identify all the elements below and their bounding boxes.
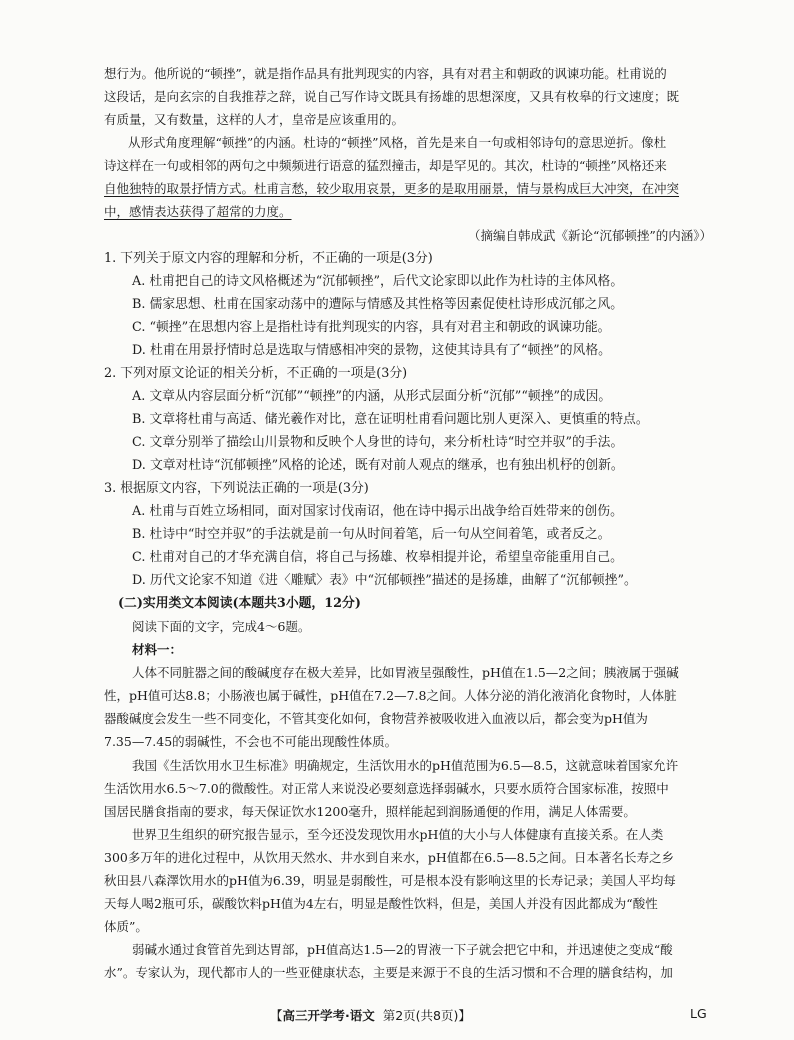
text-line: 有质量，又有数量，这样的人才，皇帝是应该重用的。 [104, 112, 405, 127]
question-3-stem: 3. 根据原文内容，下列说法正确的一项是(3分) [104, 481, 369, 496]
text-line: 这段话，是向玄宗的自我推荐之辞，说自己写作诗文既具有扬雄的思想深度，又具有枚皋的行文速度；既 [104, 89, 680, 104]
text-line: 国居民膳食指南的要求，每天保证饮水1200毫升，照样能起到润肠通便的作用，满足人体需要。 [104, 804, 636, 819]
question-3-option-c: C. 杜甫对自己的才华充满自信，将自己与扬雄、枚皋相提并论，希望皇帝能重用自己。 [132, 550, 623, 565]
question-2-option-a: A. 文章从内容层面分析“沉郁”“顿挫”的内涵，从形式层面分析“沉郁”“顿挫”的成因。 [132, 389, 612, 404]
text-line: 从形式角度理解“顿挫”的内涵。杜诗的“顿挫”风格，首先是来自一句或相邻诗句的意思逆折。像杜 [128, 135, 667, 150]
question-3-option-b: B. 杜诗中“时空并驭”的手法就是前一句从时间着笔，后一句从空间着笔，或者反之。 [132, 527, 611, 542]
question-1-stem: 1. 下列关于原文内容的理解和分析，不正确的一项是(3分) [104, 251, 433, 266]
text-line: 7.35—7.45的弱碱性，不会也不可能出现酸性体质。 [104, 734, 398, 749]
footer-bracket-left: 【 [270, 1008, 283, 1023]
text-line: 秋田县八森澤饮用水的pH值为6.39，明显是弱酸性，可是根本没有影响这里的长寿记录；美国人平均每 [104, 873, 676, 888]
question-2-option-d: D. 文章对杜诗“沉郁顿挫”风格的论述，既有对前人观点的继承，也有独出机杼的创新。 [132, 458, 624, 473]
text-line: 诗这样在一句或相邻的两句之中频频进行语意的猛烈撞击，却是罕见的。其次，杜诗的“顿挫”风格还来 [104, 158, 667, 173]
footer-page-info: 第2页(共8页) [382, 1008, 459, 1023]
footer-code: LG [690, 1006, 707, 1021]
text-line: 弱碱水通过食管首先到达胃部，pH值高达1.5—2的胃液一下子就会把它中和，并迅速使之变成“酸 [132, 942, 673, 957]
question-1-option-c: C. “顿挫”在思想内容上是指杜诗有批判现实的内容，具有对君主和朝政的讽谏功能。 [132, 320, 611, 335]
footer-exam-info [270, 1006, 471, 1024]
question-3-option-d: D. 历代文论家不知道《进〈雕赋〉表》中“沉郁顿挫”描述的是扬雄，曲解了“沉郁顿挫”。 [132, 573, 637, 588]
question-1-option-d: D. 杜甫在用景抒情时总是选取与情感相冲突的景物，这使其诗具有了“顿挫”的风格。 [132, 343, 611, 358]
question-1-option-b: B. 儒家思想、杜甫在国家动荡中的遭际与情感及其性格等因素促使杜诗形成沉郁之风。 [132, 297, 624, 312]
question-1-option-a: A. 杜甫把自己的诗文风格概述为“沉郁顿挫”，后代文论家即以此作为杜诗的主体风格。 [132, 274, 624, 289]
material-label: 材料一： [132, 642, 183, 657]
text-line: 我国《生活饮用水卫生标准》明确规定，生活饮用水的pH值范围为6.5—8.5，这就意味着国家允许 [132, 758, 679, 773]
text-line: 性，pH值可达8.8；小肠液也属于碱性，pH值在7.2—7.8之间。人体分泌的消化液消化食物时，人体脏 [104, 688, 677, 703]
underlined-text-line: 自他独特的取景抒情方式。杜甫言愁，较少取用哀景，更多的是取用丽景，情与景构成巨大冲突，在冲突 [104, 181, 680, 196]
page-footer [0, 1006, 794, 1028]
question-2-option-c: C. 文章分别举了描绘山川景物和反映个人身世的诗句，来分析杜诗“时空并驭”的手法。 [132, 435, 624, 450]
section-instruction: 阅读下面的文字，完成4～6题。 [132, 619, 311, 634]
text-line: 300多万年的进化过程中，从饮用天然水、井水到自来水，pH值都在6.5—8.5之间。日本著名长寿之乡 [104, 850, 675, 865]
text-line: 生活饮用水6.5～7.0的微酸性。对正常人来说没必要刻意选择弱碱水，只要水质符合国家标准，按照中 [104, 781, 669, 796]
text-line: 人体不同脏器之间的酸碱度存在极大差异，比如胃液呈强酸性，pH值在1.5—2之间；胰液属于强碱 [132, 665, 679, 680]
text-line: 天每人喝2瓶可乐，碳酸饮料pH值为4左右，明显是酸性饮料，但是，美国人并没有因此都成为“酸性 [104, 896, 658, 911]
source-citation: （摘编自韩成武《新论“沉郁顿挫”的内涵》） [467, 228, 712, 243]
section-heading: (二)实用类文本阅读(本题共3小题，12分) [118, 596, 361, 611]
underlined-text-line: 中，感情表达获得了超常的力度。 [104, 204, 292, 219]
footer-bracket-right: 】 [458, 1008, 471, 1023]
question-2-stem: 2. 下列对原文论证的相关分析，不正确的一项是(3分) [104, 366, 408, 381]
question-2-option-b: B. 文章将杜甫与高适、储光羲作对比，意在证明杜甫看问题比别人更深入、更慎重的特点。 [132, 412, 649, 427]
text-line: 世界卫生组织的研究报告显示，至今还没发现饮用水pH值的大小与人体健康有直接关系。在人类 [132, 827, 664, 842]
text-line: 体质”。 [104, 919, 148, 934]
footer-exam-name: 高三开学考·语文 [282, 1008, 375, 1023]
question-3-option-a: A. 杜甫与百姓立场相同，面对国家讨伐南诏，他在诗中揭示出战争给百姓带来的创伤。 [132, 504, 623, 519]
text-line: 器酸碱度会发生一些不同变化，不管其变化如何，食物营养被吸收进入血液以后，都会变为pH值为 [104, 711, 648, 726]
text-line: 水”。专家认为，现代都市人的一些亚健康状态，主要是来源于不良的生活习惯和不合理的膳食结构，加 [104, 965, 673, 980]
text-line: 想行为。他所说的“顿挫”，就是指作品具有批判现实的内容，具有对君主和朝政的讽谏功能。杜甫说的 [104, 66, 667, 81]
